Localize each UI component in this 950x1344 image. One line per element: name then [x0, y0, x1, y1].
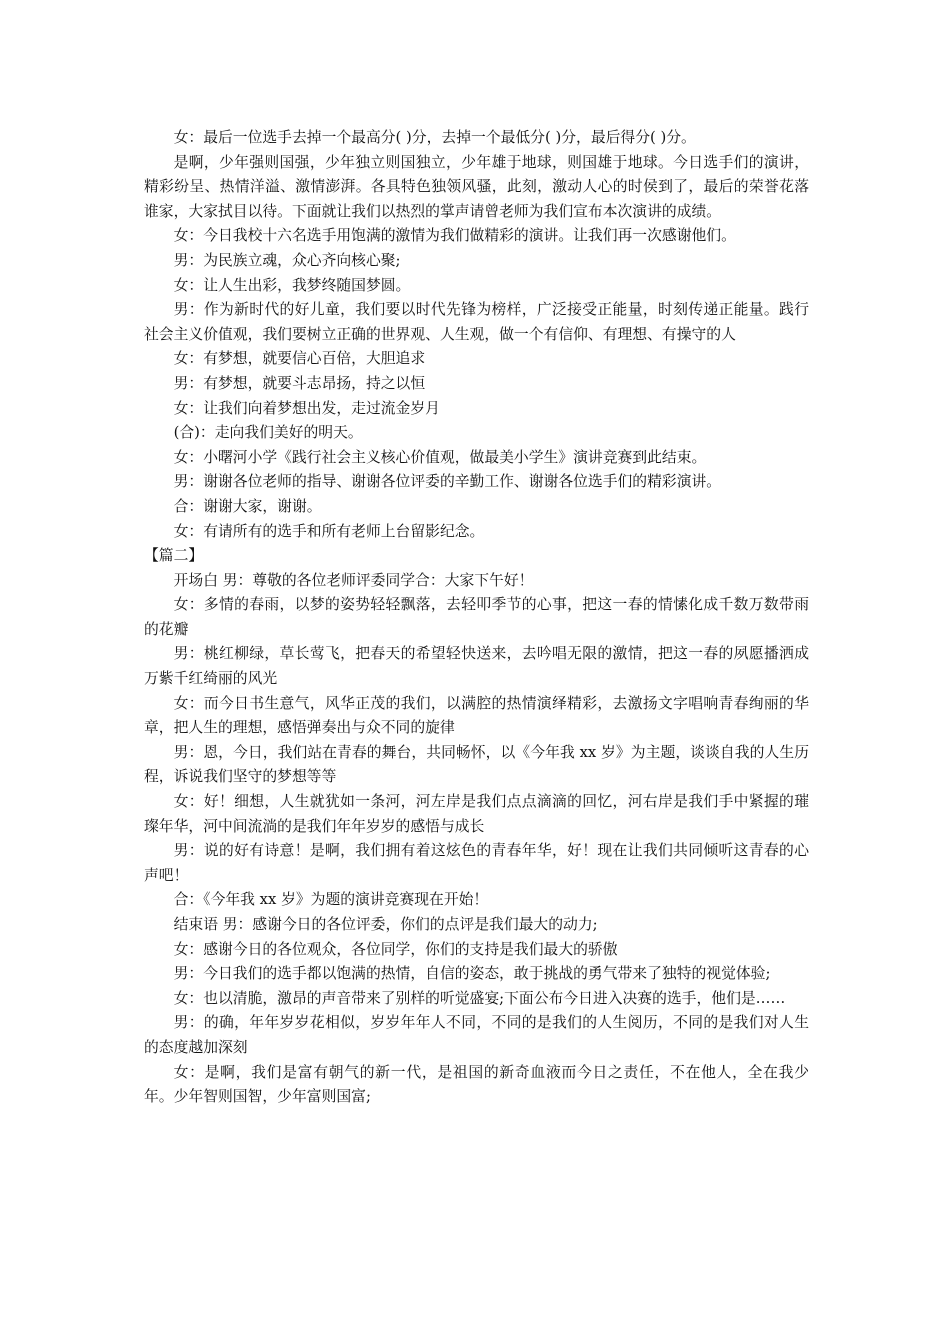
paragraph: 是啊，少年强则国强，少年独立则国独立，少年雄于地球，则国雄于地球。今日选手们的演讲，精彩纷呈、热情洋溢、激情澎湃。各具特色独领风骚，此刻，激动人心的时侯到了，最后的荣誉花落谁家，大家拭目以待。下面就让我们以热烈的掌声请曾老师为我们宣布本次演讲的成绩。 — [144, 153, 809, 220]
document-body — [144, 126, 809, 1110]
paragraph: 开场白 男：尊敬的各位老师评委同学合：大家下午好！ — [173, 571, 534, 589]
paragraph: 男：谢谢各位老师的指导、谢谢各位评委的辛勤工作、谢谢各位选手们的精彩演讲。 — [173, 473, 722, 491]
paragraph: 女：让我们向着梦想出发，走过流金岁月 — [173, 399, 440, 417]
paragraph: 男：桃红柳绿，草长莺飞，把春天的希望轻快送来，去吟唱无限的激情，把这一春的夙愿播洒成万紫千红绮丽的风光 — [144, 645, 809, 688]
paragraph: (合)：走向我们美好的明天。 — [173, 424, 363, 442]
paragraph: 女：多情的春雨，以梦的姿势轻轻飘落，去轻叩季节的心事，把这一春的情愫化成千数万数带雨的花瓣 — [144, 596, 809, 638]
paragraph: 男：有梦想，就要斗志昂扬，持之以恒 — [173, 374, 426, 392]
paragraph: 女：感谢今日的各位观众，各位同学，你们的支持是我们最大的骄傲 — [173, 940, 618, 958]
paragraph: 女：也以清脆，激昂的声音带来了别样的听觉盛宴;下面公布今日进入决赛的选手，他们是…… — [173, 989, 786, 1007]
paragraph: 女：最后一位选手去掉一个最高分( )分，去掉一个最低分( )分，最后得分( )分。 — [173, 129, 696, 146]
paragraph: 女：而今日书生意气，风华正茂的我们，以满腔的热情演绎精彩，去激扬文字唱响青春绚丽的华章，把人生的理想，感悟弹奏出与众不同的旋律 — [144, 694, 809, 737]
paragraph: 男：作为新时代的好儿童，我们要以时代先锋为榜样，广泛接受正能量，时刻传递正能量。践行社会主义价值观，我们要树立正确的世界观、人生观，做一个有信仰、有理想、有操守的人 — [144, 301, 809, 343]
paragraph: 男：今日我们的选手都以饱满的热情，自信的姿态，敢于挑战的勇气带来了独特的视觉体验; — [173, 965, 771, 983]
paragraph: 女：让人生出彩，我梦终随国梦圆。 — [173, 276, 411, 294]
paragraph: 男：的确，年年岁岁花相似，岁岁年年人不同，不同的是我们的人生阅历，不同的是我们对人生的态度越加深刻 — [144, 1014, 809, 1056]
paragraph: 女：今日我校十六名选手用饱满的激情为我们做精彩的演讲。让我们再一次感谢他们。 — [173, 227, 736, 245]
paragraph: 男：为民族立魂，众心齐向核心聚; — [173, 251, 401, 269]
paragraph: 女：小曙河小学《践行社会主义核心价值观，做最美小学生》演讲竞赛到此结束。 — [173, 448, 707, 466]
paragraph: 女：好！细想，人生就犹如一条河，河左岸是我们点点滴滴的回忆，河右岸是我们手中紧握的璀璨年华，河中间流淌的是我们年年岁岁的感悟与成长 — [144, 793, 809, 835]
paragraph: 女：是啊，我们是富有朝气的新一代，是祖国的新奇血液而今日之责任，不在他人，全在我少年。少年智则国智，少年富则国富; — [144, 1063, 809, 1106]
paragraph: 女：有请所有的选手和所有老师上台留影纪念。 — [173, 522, 485, 540]
paragraph: 合：谢谢大家，谢谢。 — [173, 497, 322, 515]
paragraph: 女：有梦想，就要信心百倍，大胆追求 — [173, 350, 426, 368]
paragraph: 合：《今年我 xx 岁》为题的演讲竞赛现在开始！ — [173, 891, 489, 909]
section-heading: 【篇二】 — [144, 547, 204, 565]
paragraph: 男：恩，今日，我们站在青春的舞台，共同畅怀，以《今年我 xx 岁》为主题，谈谈自我的人生历程，诉说我们坚守的梦想等等 — [144, 743, 809, 786]
paragraph: 男：说的好有诗意！是啊，我们拥有着这炫色的青春年华，好！现在让我们共同倾听这青春的心声吧！ — [144, 842, 809, 884]
paragraph: 结束语 男：感谢今日的各位评委，你们的点评是我们最大的动力; — [173, 916, 598, 933]
